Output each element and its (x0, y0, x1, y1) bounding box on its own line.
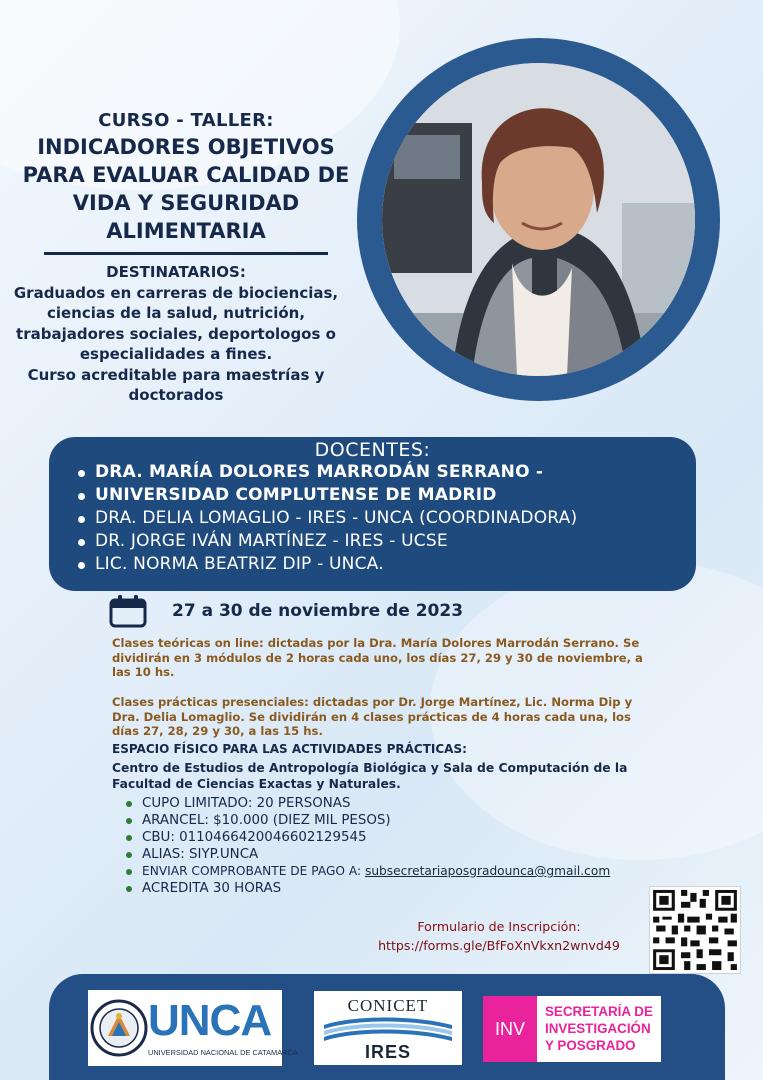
docentes-panel (49, 437, 696, 591)
docentes-heading: DOCENTES: (314, 439, 431, 461)
destinatarios-line: especialidades a fines. (79, 345, 273, 363)
course-title (16, 133, 356, 245)
clases-practicas-text: Clases prácticas presenciales: dictadas por Dr. Jorge Martínez, Lic. Norma Dip y Dra. Delia Lomaglio. Se dividirán en 4 clases prácticas de 4 horas cada una, los días 27, 28, 29 y 30, a las 15 hs. (112, 695, 633, 738)
portrait-frame (357, 38, 720, 401)
docente-item-continuation: UNIVERSIDAD COMPLUTENSE DE MADRID (75, 484, 684, 507)
acredita-item: ACREDITA 30 HORAS (122, 880, 610, 897)
comprobante-label: ENVIAR COMPROBANTE DE PAGO A: (142, 864, 365, 878)
ires-wordmark: IRES (364, 1042, 411, 1062)
espacio-text: Centro de Estudios de Antropología Biológica y Sala de Computación de la Facultad de Ciencias Exactas y Naturales. (112, 761, 628, 791)
course-type: CURSO - TALLER: (98, 110, 274, 131)
inv-badge: INV (483, 996, 537, 1062)
unca-wordmark: UNCA (148, 996, 272, 1045)
instructor-photo (382, 63, 695, 376)
destinatarios-line: doctorados (128, 386, 224, 404)
footer-logos (49, 974, 725, 1080)
qr-code[interactable] (649, 886, 741, 974)
alias-item: ALIAS: SIYP.UNCA (122, 846, 610, 863)
comprobante-item (122, 863, 610, 880)
docente-item: DRA. DELIA LOMAGLIO - IRES - UNCA (COORDINADORA) (75, 507, 684, 530)
destinatarios-heading: DESTINATARIOS: (106, 263, 246, 281)
form-block (364, 917, 634, 955)
conicet-flag-icon (314, 1017, 462, 1043)
form-label: Formulario de Inscripción: (417, 919, 581, 934)
unca-seal-icon (90, 994, 148, 1062)
clases-teoricas-text: Clases teóricas on line: dictadas por la Dra. María Dolores Marrodán Serrano. Se dividirán en 3 módulos de 2 horas cada uno, los días 27, 29 y 30 de noviembre, a las 10 hs. (112, 636, 643, 679)
course-title-line: INDICADORES OBJETIVOS (37, 135, 335, 159)
secretaria-text: SECRETARÍA DE INVESTIGACIÓN Y POSGRADO (545, 1004, 653, 1053)
email-link[interactable]: subsecretariaposgradounca@gmail.com (364, 864, 611, 878)
course-title-line: ALIMENTARIA (106, 219, 266, 243)
destinatarios-line: Graduados en carreras de biociencias, (13, 283, 339, 302)
destinatarios-line: ciencias de la salud, nutrición, (46, 304, 306, 322)
title-divider (44, 252, 328, 255)
destinatarios-block (0, 262, 352, 406)
docente-item: LIC. NORMA BEATRIZ DIP - UNCA. (75, 553, 684, 576)
calendar-icon (109, 594, 147, 628)
destinatarios-line: trabajadores sociales, deportologos o (16, 324, 336, 343)
cbu-item: CBU: 0110466420046602129545 (122, 829, 610, 846)
espacio-heading: ESPACIO FÍSICO PARA LAS ACTIVIDADES PRÁCTICAS: (112, 742, 467, 756)
conicet-ires-logo (314, 991, 462, 1065)
secretaria-logo (483, 996, 661, 1062)
course-dates: 27 a 30 de noviembre de 2023 (172, 601, 464, 621)
course-title-line: PARA EVALUAR CALIDAD DE (22, 163, 350, 187)
docentes-list (49, 461, 696, 576)
destinatarios-line: Curso acreditable para maestrías y (27, 365, 325, 384)
unca-subtitle: UNIVERSIDAD NACIONAL DE CATAMARCA (148, 1048, 298, 1057)
unca-logo (88, 990, 298, 1066)
conicet-wordmark: CONICET (347, 996, 429, 1015)
arancel-item: ARANCEL: $10.000 (DIEZ MIL PESOS) (122, 812, 610, 829)
instructor-photo-illustration (382, 63, 695, 376)
docente-item: DRA. MARÍA DOLORES MARRODÁN SERRANO - (75, 461, 684, 484)
qr-code-pattern (650, 887, 740, 973)
course-title-line: VIDA Y SEGURIDAD (72, 191, 300, 215)
info-list (122, 795, 610, 897)
form-url-link[interactable]: https://forms.gle/BfFoXnVkxn2wnvd49 (378, 938, 620, 953)
course-title-block (16, 110, 356, 255)
cupo-item: CUPO LIMITADO: 20 PERSONAS (122, 795, 610, 812)
docente-item: DR. JORGE IVÁN MARTÍNEZ - IRES - UCSE (75, 530, 684, 553)
